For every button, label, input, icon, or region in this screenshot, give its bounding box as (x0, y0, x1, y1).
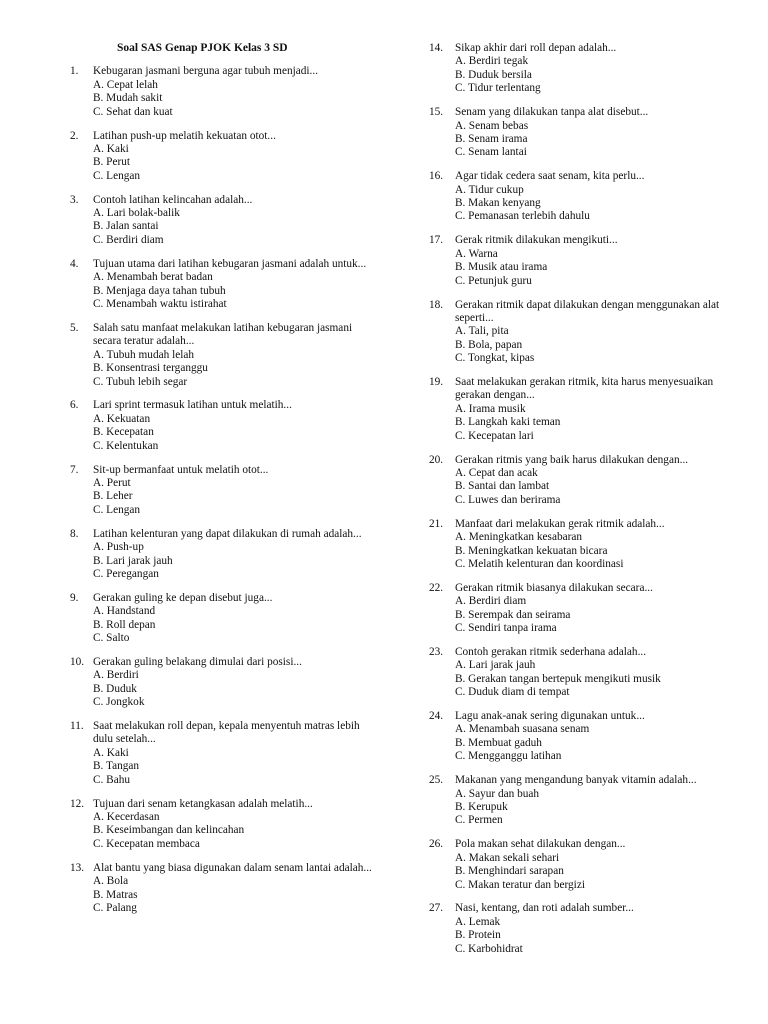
question-number: 20. (429, 453, 444, 466)
question-item (62, 65, 372, 119)
question-item (424, 582, 734, 636)
question-number: 24. (429, 710, 444, 723)
left-column (62, 42, 372, 926)
question-number: 5. (70, 321, 79, 334)
answer-option: A. Kekuatan (93, 412, 151, 425)
question-item (424, 902, 734, 956)
answer-option: A. Berdiri tegak (455, 55, 529, 68)
answer-option: C. Peregangan (93, 567, 159, 580)
question-number: 25. (429, 774, 444, 787)
answer-option: C. Karbohidrat (455, 942, 523, 955)
answer-option: A. Irama musik (455, 402, 526, 415)
answer-option: B. Senam irama (455, 132, 528, 145)
question-number: 27. (429, 902, 444, 915)
question-item (62, 656, 372, 710)
question-text: Sit-up bermanfaat untuk melatih otot... (93, 463, 269, 476)
answer-option: C. Melatih kelenturan dan koordinasi (455, 557, 624, 570)
question-text: Agar tidak cedera saat senam, kita perlu... (455, 170, 645, 183)
question-number: 9. (70, 591, 79, 604)
question-item (424, 42, 734, 96)
question-text: Gerakan ritmik biasanya dilakukan secara... (455, 581, 653, 594)
answer-option: C. Kecepatan membaca (93, 837, 200, 850)
question-text: Gerakan guling ke depan disebut juga... (93, 591, 273, 604)
answer-option: A. Bola (93, 875, 129, 888)
question-text: Pola makan sehat dilakukan dengan... (455, 838, 626, 851)
answer-option: B. Tangan (93, 760, 140, 773)
question-number: 26. (429, 838, 444, 851)
answer-option: C. Senam lantai (455, 146, 527, 159)
question-item (62, 194, 372, 248)
question-number: 14. (429, 42, 444, 54)
question-number: 23. (429, 645, 444, 658)
answer-option: A. Meningkatkan kesabaran (455, 531, 583, 544)
answer-option: B. Protein (455, 929, 501, 942)
answer-option: A. Perut (93, 476, 131, 489)
question-item (62, 130, 372, 184)
answer-option: A. Kaki (93, 746, 129, 759)
question-item (62, 322, 372, 389)
question-number: 17. (429, 234, 444, 247)
answer-option: C. Bahu (93, 773, 131, 786)
answer-option: A. Tali, pita (455, 325, 509, 338)
question-item (424, 646, 734, 700)
question-text: Kebugaran jasmani berguna agar tubuh menjadi... (93, 65, 319, 78)
answer-option: B. Langkah kaki teman (455, 416, 561, 429)
question-text: Alat bantu yang biasa digunakan dalam senam lantai adalah... (93, 861, 372, 874)
question-item (62, 862, 372, 916)
question-number: 15. (429, 106, 444, 119)
answer-option: A. Tidur cukup (455, 183, 524, 196)
answer-option: A. Lari jarak jauh (455, 659, 536, 672)
answer-option: C. Mengganggu latihan (455, 750, 562, 763)
answer-option: C. Jongkok (93, 696, 145, 709)
answer-option: A. Berdiri diam (455, 595, 527, 608)
answer-option: A. Cepat lelah (93, 78, 158, 91)
answer-option: B. Duduk (93, 682, 137, 695)
answer-option: B. Konsentrasi terganggu (93, 362, 208, 375)
question-list-right (424, 42, 734, 956)
question-text: Latihan push-up melatih kekuatan otot... (93, 129, 276, 142)
answer-option: C. Berdiri diam (93, 233, 164, 246)
answer-option: A. Senam bebas (455, 119, 529, 132)
answer-option: A. Menambah berat badan (93, 271, 213, 284)
question-number: 21. (429, 517, 444, 530)
question-number: 4. (70, 257, 79, 270)
answer-option: B. Menghindari sarapan (455, 865, 564, 878)
answer-option: B. Roll depan (93, 618, 156, 631)
answer-option: C. Tongkat, kipas (455, 352, 535, 365)
question-item (424, 106, 734, 160)
question-number: 6. (70, 399, 79, 412)
answer-option: A. Warna (455, 247, 498, 260)
question-item (62, 528, 372, 582)
question-number: 2. (70, 129, 79, 142)
answer-option: A. Kaki (93, 142, 129, 155)
answer-option: C. Palang (93, 901, 137, 914)
answer-option: B. Serempak dan seirama (455, 608, 571, 621)
answer-option: C. Luwes dan berirama (455, 493, 561, 506)
question-text: Lagu anak-anak sering digunakan untuk... (455, 710, 645, 723)
answer-option: C. Menambah waktu istirahat (93, 298, 227, 310)
question-text: Gerakan ritmis yang baik harus dilakukan dengan... (455, 453, 689, 466)
question-number: 12. (70, 797, 85, 810)
right-column (424, 42, 734, 967)
answer-option: A. Kecerdasan (93, 811, 160, 823)
answer-option: C. Kecepatan lari (455, 429, 534, 442)
answer-option: C. Makan teratur dan bergizi (455, 878, 585, 891)
answer-option: A. Berdiri (93, 669, 139, 682)
question-item (424, 774, 734, 828)
question-text: Saat melakukan roll depan, kepala menyentuh matras lebih dulu setelah... (93, 720, 360, 746)
answer-option: B. Bola, papan (455, 338, 523, 351)
answer-option: C. Tubuh lebih segar (93, 375, 188, 388)
question-text: Senam yang dilakukan tanpa alat disebut... (455, 106, 649, 119)
answer-option: C. Sendiri tanpa irama (455, 622, 557, 635)
answer-option: C. Sehat dan kuat (93, 105, 173, 118)
question-text: Tujuan dari senam ketangkasan adalah melatih... (93, 797, 313, 810)
answer-option: B. Gerakan tangan bertepuk mengikuti musik (455, 672, 661, 685)
answer-option: A. Handstand (93, 605, 156, 618)
answer-option: B. Meningkatkan kekuatan bicara (455, 544, 608, 557)
answer-option: B. Keseimbangan dan kelincahan (93, 824, 245, 837)
answer-option: B. Duduk bersila (455, 68, 532, 81)
answer-option: C. Kelentukan (93, 439, 159, 452)
answer-option: A. Makan sekali sehari (455, 851, 560, 864)
answer-option: C. Permen (455, 814, 503, 827)
question-item (62, 258, 372, 312)
answer-option: B. Leher (93, 490, 133, 503)
question-item (62, 720, 372, 787)
question-text: Nasi, kentang, dan roti adalah sumber... (455, 902, 634, 915)
question-number: 8. (70, 527, 79, 540)
question-item (424, 299, 734, 366)
question-number: 19. (429, 376, 444, 389)
question-number: 13. (70, 861, 85, 874)
question-text: Lari sprint termasuk latihan untuk melatih... (93, 399, 292, 412)
answer-option: B. Matras (93, 888, 138, 901)
answer-option: A. Tubuh mudah lelah (93, 348, 195, 361)
answer-option: B. Mudah sakit (93, 92, 163, 105)
question-text: Gerak ritmik dilakukan mengikuti... (455, 234, 618, 247)
question-text: Tujuan utama dari latihan kebugaran jasmani adalah untuk... (93, 257, 367, 270)
question-item (62, 798, 372, 852)
question-item (424, 376, 734, 443)
question-item (424, 838, 734, 892)
question-number: 18. (429, 298, 444, 311)
question-text: Contoh latihan kelincahan adalah... (93, 193, 253, 206)
answer-option: B. Lari jarak jauh (93, 554, 173, 567)
answer-option: C. Petunjuk guru (455, 274, 532, 287)
question-text: Manfaat dari melakukan gerak ritmik adalah... (455, 517, 665, 530)
question-item (424, 170, 734, 224)
answer-option: C. Pemanasan terlebih dahulu (455, 210, 590, 223)
question-number: 3. (70, 193, 79, 206)
answer-option: C. Tidur terlentang (455, 82, 541, 95)
question-item (62, 399, 372, 453)
question-number: 10. (70, 655, 85, 668)
question-number: 11. (70, 720, 84, 733)
answer-option: B. Perut (93, 156, 131, 169)
question-item (62, 464, 372, 518)
question-text: Gerakan ritmik dapat dilakukan dengan menggunakan alat seperti... (455, 298, 720, 324)
answer-option: C. Lengan (93, 169, 141, 182)
answer-option: A. Lemak (455, 915, 501, 928)
question-item (424, 710, 734, 764)
question-text: Latihan kelenturan yang dapat dilakukan di rumah adalah... (93, 527, 362, 540)
answer-option: B. Musik atau irama (455, 261, 548, 274)
question-item (424, 518, 734, 572)
question-item (424, 234, 734, 288)
answer-option: B. Jalan santai (93, 220, 159, 233)
question-text: Sikap akhir dari roll depan adalah... (455, 42, 617, 54)
document-title: Soal SAS Genap PJOK Kelas 3 SD (117, 42, 288, 54)
question-number: 7. (70, 463, 79, 476)
answer-option: A. Cepat dan acak (455, 466, 538, 479)
answer-option: B. Kerupuk (455, 801, 508, 813)
question-text: Salah satu manfaat melakukan latihan kebugaran jasmani secara teratur adalah... (93, 321, 353, 348)
question-number: 22. (429, 581, 444, 594)
answer-option: B. Makan kenyang (455, 197, 541, 210)
answer-option: A. Sayur dan buah (455, 787, 540, 800)
answer-option: A. Push-up (93, 541, 144, 554)
question-text: Makanan yang mengandung banyak vitamin adalah... (455, 774, 697, 787)
question-item (62, 592, 372, 646)
answer-option: C. Duduk diam di tempat (455, 686, 570, 699)
answer-option: B. Membuat gaduh (455, 736, 542, 749)
question-text: Saat melakukan gerakan ritmik, kita harus menyesuaikan gerakan dengan... (455, 376, 714, 402)
answer-option: B. Menjaga daya tahan tubuh (93, 284, 226, 297)
answer-option: C. Lengan (93, 503, 141, 516)
question-text: Gerakan guling belakang dimulai dari posisi... (93, 655, 302, 668)
question-list-left (62, 65, 372, 915)
answer-option: A. Menambah suasana senam (455, 723, 590, 736)
answer-option: A. Lari bolak-balik (93, 207, 180, 220)
answer-option: B. Kecepatan (93, 426, 154, 439)
question-text: Contoh gerakan ritmik sederhana adalah... (455, 645, 647, 658)
question-number: 1. (70, 65, 79, 78)
answer-option: B. Santai dan lambat (455, 480, 550, 493)
answer-option: C. Salto (93, 632, 130, 645)
question-item (424, 454, 734, 508)
question-number: 16. (429, 170, 444, 183)
